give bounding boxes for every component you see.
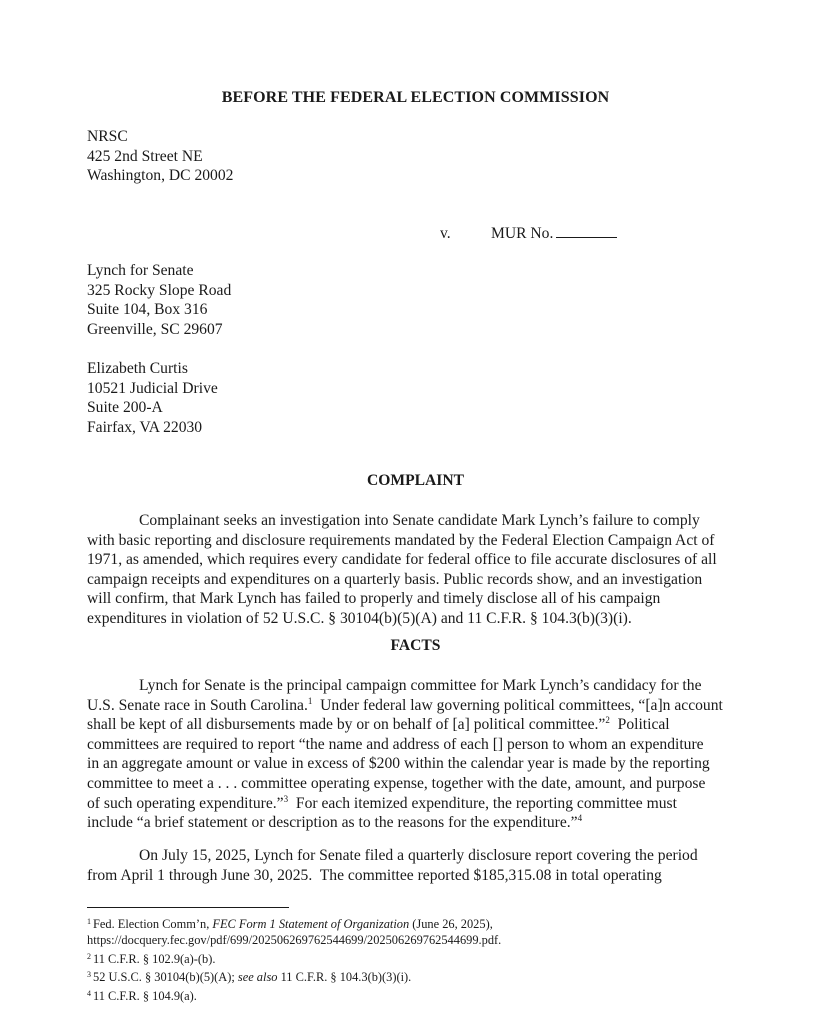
paragraph-line: with basic reporting and disclosure requirements mandated by the Federal Election Campaign Act of xyxy=(87,531,715,549)
mur-label: MUR No. xyxy=(491,225,554,242)
paragraph-line: On July 15, 2025, Lynch for Senate filed a quarterly disclosure report covering the period xyxy=(139,847,698,864)
footnote-ref[interactable]: 2 xyxy=(605,715,610,726)
paragraph-line xyxy=(87,696,747,716)
paragraph-line: Complainant seeks an investigation into Senate candidate Mark Lynch’s failure to comply xyxy=(139,512,700,529)
paragraph-line: Lynch for Senate is the principal campaign committee for Mark Lynch’s candidacy for the xyxy=(139,677,702,694)
footnote-italic-text: see also xyxy=(237,970,278,985)
mur-number-blank xyxy=(556,225,617,238)
footnote-text: 11 C.F.R. § 102.9(a)-(b). xyxy=(93,951,216,966)
paragraph-line: will confirm, that Mark Lynch has failed to properly and timely disclose all of his campaign xyxy=(87,590,661,608)
text-run: Political xyxy=(609,716,670,734)
footnote-ref[interactable]: 3 xyxy=(283,793,289,804)
paragraph-line: in an aggregate amount or value in excess of $200 within the calendar year is made by the reporting xyxy=(87,755,710,773)
respondent-address-line: Suite 200-A xyxy=(87,399,163,417)
footnote-number: 1 xyxy=(87,917,91,926)
paragraph-line xyxy=(87,715,747,735)
paragraph-line: 1971, as amended, which requires every candidate for federal office to file accurate disclosures of all xyxy=(87,551,717,569)
complainant-address-line: Washington, DC 20002 xyxy=(87,167,234,185)
respondent-address-block xyxy=(87,261,231,339)
complaint-heading: COMPLAINT xyxy=(366,472,465,489)
paragraph-line: committee to meet a . . . committee operating expense, together with the date, amount, and purpose xyxy=(87,774,706,792)
respondent-name: Elizabeth Curtis xyxy=(87,360,188,377)
footnote-ref[interactable]: 4 xyxy=(577,813,583,824)
respondent-address-block xyxy=(87,359,218,437)
footnotes xyxy=(87,914,501,1005)
respondent-address-line: 325 Rocky Slope Road xyxy=(87,281,232,299)
footnote-1 xyxy=(87,914,501,933)
footnote-text: Fed. Election Comm’n, xyxy=(93,917,213,931)
facts-paragraph-1 xyxy=(87,676,747,833)
footnote-4 xyxy=(87,986,501,1005)
respondent-name: Lynch for Senate xyxy=(87,262,194,279)
footnote-separator xyxy=(87,907,289,908)
paragraph-line xyxy=(87,813,747,833)
respondent-address-line: Suite 104, Box 316 xyxy=(87,301,208,319)
document-title: BEFORE THE FEDERAL ELECTION COMMISSION xyxy=(221,89,610,106)
paragraph-line: committees are required to report “the name and address of each [] person to whom an expenditure xyxy=(87,735,704,753)
versus-label: v. xyxy=(440,225,451,242)
complainant-name: NRSC xyxy=(87,128,128,145)
paragraph-line: from April 1 through June 30, 2025. The committee reported $185,315.08 in total operating xyxy=(87,866,662,884)
facts-paragraph-2 xyxy=(87,846,747,885)
complainant-address-block xyxy=(87,127,233,186)
paragraph-line: expenditures in violation of 52 U.S.C. § 30104(b)(5)(A) and 11 C.F.R. § 104.3(b)(3)(i). xyxy=(87,609,632,627)
text-run: Under federal law governing political committees, “[a]n account xyxy=(312,696,723,714)
paragraph-line: campaign receipts and expenditures on a quarterly basis. Public records show, and an investigation xyxy=(87,570,703,588)
text-run: include “a brief statement or description as to the reasons for the expenditure.” xyxy=(87,814,578,832)
footnote-text: 11 C.F.R. § 104.3(b)(3)(i). xyxy=(277,970,412,985)
facts-heading: FACTS xyxy=(390,637,441,654)
footnote-text: 11 C.F.R. § 104.9(a). xyxy=(93,989,197,1004)
footnote-2 xyxy=(87,949,501,968)
footnote-number: 2 xyxy=(87,951,91,961)
complainant-address-line: 425 2nd Street NE xyxy=(87,147,203,165)
respondent-address-line: Greenville, SC 29607 xyxy=(87,320,223,338)
text-run: For each itemized expenditure, the reporting committee must xyxy=(288,794,677,812)
footnote-italic-text: FEC Form 1 Statement of Organization xyxy=(212,917,410,931)
footnote-number: 4 xyxy=(87,989,91,999)
paragraph-line xyxy=(87,794,747,814)
footnote-number: 3 xyxy=(87,970,91,980)
mur-number-field xyxy=(491,225,617,243)
footnote-text: (June 26, 2025), xyxy=(409,917,493,931)
respondent-address-line: 10521 Judicial Drive xyxy=(87,379,218,397)
text-run: U.S. Senate race in South Carolina. xyxy=(87,696,308,714)
text-run: shall be kept of all disbursements made by or on behalf of [a] political committee.” xyxy=(87,716,606,734)
footnote-text: 52 U.S.C. § 30104(b)(5)(A); xyxy=(93,970,238,985)
text-run: of such operating expenditure.” xyxy=(87,794,284,812)
footnote-3 xyxy=(87,967,501,986)
footnote-ref[interactable]: 1 xyxy=(307,695,313,706)
respondent-address-line: Fairfax, VA 22030 xyxy=(87,418,203,436)
footnote-1-url[interactable]: https://docquery.fec.gov/pdf/699/202506269762544699/202506269762544699.pdf. xyxy=(87,932,502,947)
complaint-paragraph xyxy=(87,511,747,629)
